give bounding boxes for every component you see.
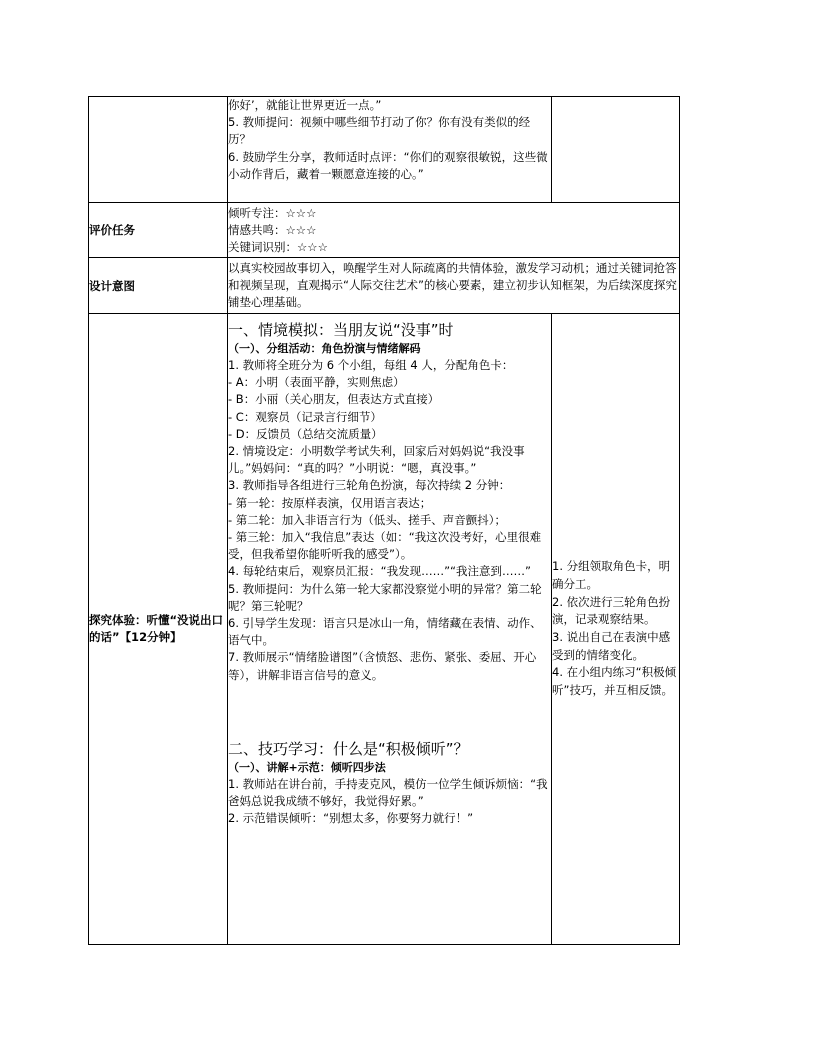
section1-line: 1. 教师将全班分为 6 个小组，每组 4 人，分配角色卡： xyxy=(228,358,514,372)
design-intent-row xyxy=(89,258,680,314)
section1-line: - 第二轮：加入非语言行为（低头、搓手、声音颤抖）； xyxy=(228,512,507,527)
continuation-line: 5. 教师提问：视频中哪些细节打动了你？你有没有类似的经历？ xyxy=(228,115,531,147)
section1-line: - 第三轮：加入“我信息”表达（如：“我这次没考好，心里很难受，但我希望你能听听我的感受”）。 xyxy=(228,530,542,562)
section1-line: 3. 教师指导各组进行三轮角色扮演，每次持续 2 分钟： xyxy=(228,478,511,493)
section1-subtitle: （一）、分组活动：角色扮演与情绪解码 xyxy=(228,342,421,355)
evaluation-row xyxy=(89,203,680,258)
empty-side-cell xyxy=(552,97,680,203)
section2-line: 1. 教师站在讲台前，手持麦克风，模仿一位学生倾诉烦恼：“我爸妈总说我成绩不够好，我觉得好累。” xyxy=(228,776,548,809)
section1-title: 一、情境模拟：当朋友说“没事”时 xyxy=(228,321,454,339)
section2-line: 2. 示范错误倾听：“别想太多，你要努力就行！” xyxy=(228,811,474,826)
evaluation-label: 评价任务 xyxy=(89,203,228,258)
design-intent-label: 设计意图 xyxy=(89,258,228,314)
exploration-content xyxy=(228,314,552,945)
section1-line: 7. 教师展示“情绪脸谱图”（含愤怒、悲伤、紧张、委屈、开心等），讲解非语言信号的意义。 xyxy=(228,650,537,682)
evaluation-item: 关键词识别：☆☆☆ xyxy=(228,240,328,255)
section1-line: 4. 每轮结束后，观察员汇报：“我发现……”“我注意到……” xyxy=(228,564,531,579)
section2-title: 二、技巧学习：什么是“积极倾听”？ xyxy=(228,739,469,758)
student-activity-item: 3. 说出自己在表演中感受到的情绪变化。 xyxy=(552,630,671,662)
exploration-row xyxy=(89,314,680,945)
student-activity-item: 2. 依次进行三轮角色扮演，记录观察结果。 xyxy=(552,594,671,627)
section2-subtitle: （一）、讲解+示范：倾听四步法 xyxy=(228,760,386,774)
design-intent-text: 以真实校园故事切入，唤醒学生对人际疏离的共情体验，激发学习动机；通过关键词抢答和视频呈现，直观揭示“人际交往艺术”的核心要素，建立初步认知框架，为后续深度探究铺垫心理基础。 xyxy=(228,258,680,314)
section-spacer xyxy=(228,684,551,733)
exploration-time: 【12分钟】 xyxy=(119,630,182,644)
continuation-content xyxy=(228,97,552,203)
section1-line: - D：反馈员（总结交流质量） xyxy=(228,426,383,441)
exploration-label: 探究体验：听懂“没说出口的话” xyxy=(89,613,224,644)
section1-line: 5. 教师提问：为什么第一轮大家都没察觉小明的异常？第二轮呢？第三轮呢？ xyxy=(228,581,542,613)
continuation-line: 6. 鼓励学生分享，教师适时点评：“你们的观察很敏锐，这些微小动作背后，藏着一颗愿意连接的心。” xyxy=(228,149,548,181)
section1-line: - B：小丽（关心朋友，但表达方式直接） xyxy=(228,392,440,407)
lesson-plan-table xyxy=(88,96,680,945)
section1-line: - 第一轮：按原样表演，仅用语言表达； xyxy=(228,495,432,510)
section1-line: 2. 情境设定：小明数学考试失利，回家后对妈妈说“我没事儿。”妈妈问：“真的吗？”小明说：“嗯，真没事。” xyxy=(228,444,525,476)
continuation-line: 你好’，就能让世界更近一点。” xyxy=(228,98,382,112)
section1-line: 6. 引导学生发现：语言只是冰山一角，情绪藏在表情、动作、语气中。 xyxy=(228,616,542,648)
student-activity-item: 4. 在小组内练习“积极倾听”技巧，并互相反馈。 xyxy=(552,665,677,698)
student-activity-cell xyxy=(552,314,680,945)
student-activity-item: 1. 分组领取角色卡，明确分工。 xyxy=(552,559,671,591)
evaluation-content xyxy=(228,203,680,258)
section1-line: - A：小明（表面平静，实则焦虑） xyxy=(228,375,405,390)
empty-label-cell xyxy=(89,97,228,203)
exploration-label-cell xyxy=(89,314,228,945)
section1-line: - C：观察员（记录言行细节） xyxy=(228,409,382,424)
evaluation-item: 情感共鸣：☆☆☆ xyxy=(228,223,317,238)
continuation-row xyxy=(89,97,680,203)
evaluation-item: 倾听专注：☆☆☆ xyxy=(228,206,317,220)
